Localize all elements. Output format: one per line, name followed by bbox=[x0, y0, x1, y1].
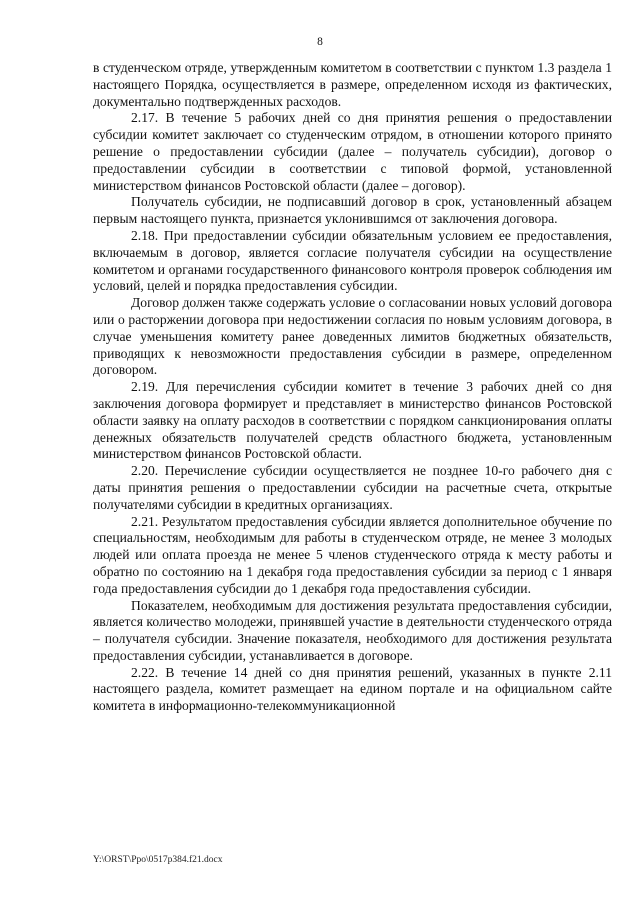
page-number: 8 bbox=[317, 36, 323, 48]
paragraph-2-19: 2.19. Для перечисления субсидии комитет в течение 3 рабочих дней со дня заключения договора формирует и представляет в министерство финансов Ростовской области заявку на оплату расходов в соответствии с порядком санкционирования оплаты денежных обязательств получателей средств областного бюджета, установленным министерством финансов Ростовской области. bbox=[93, 379, 612, 462]
paragraph-2-21: 2.21. Результатом предоставления субсидии является дополнительное обучение по специальностям, необходимым для работы в студенческом отряде, не менее 3 молодых людей или оплата проезда не менее 5 членов студенческого отряда к месту работы и обратно по состоянию на 1 декабря года предоставления субсидии за период с 1 января года предоставления субсидии до 1 декабря года предоставления субсидии. bbox=[93, 513, 612, 596]
paragraph-2-22: 2.22. В течение 14 дней со дня принятия решений, указанных в пункте 2.11 настоящего раздела, комитет размещает на едином портале и на официальном сайте комитета в информационно-телекоммуникационной bbox=[93, 664, 612, 714]
paragraph-2-21-indicator: Показателем, необходимым для достижения результата предоставления субсидии, является количество молодежи, принявшей участие в деятельности студенческого отряда – получателя субсидии. Значение показателя, необходимого для достижения результата предоставления субсидии, устанавливается в договоре. bbox=[93, 597, 612, 663]
paragraph-continuation: в студенческом отряде, утвержденным комитетом в соответствии с пунктом 1.3 раздела 1 настоящего Порядка, осуществляется в размере, определенном исходя из фактических, документально подтвержденных расходов. bbox=[93, 60, 612, 109]
document-body bbox=[93, 60, 612, 715]
paragraph-2-17: 2.17. В течение 5 рабочих дней со дня принятия решения о предоставлении субсидии комитет заключает со студенческим отрядом, в отношении которого принято решение о предоставлении субсидии (далее – получатель субсидии), договор о предоставлении субсидии в соответствии с типовой формой, установленной министерством финансов Ростовской области (далее – договор). bbox=[93, 110, 612, 193]
paragraph-2-20: 2.20. Перечисление субсидии осуществляется не позднее 10-го рабочего дня с даты принятия решения о предоставлении субсидии на расчетные счета, открытые получателями субсидии в кредитных организациях. bbox=[93, 463, 612, 512]
paragraph-2-17-note: Получатель субсидии, не подписавший договор в срок, установленный абзацем первым настоящего пункта, признается уклонившимся от заключения договора. bbox=[93, 194, 612, 227]
paragraph-2-18-note: Договор должен также содержать условие о согласовании новых условий договора или о расторжении договора при недостижении согласия по новым условиям договора, в случае уменьшения комитету ранее доведенных лимитов бюджетных обязательств, приводящих к невозможности предоставления субсидии в размере, определенном договором. bbox=[93, 295, 612, 378]
paragraph-2-18: 2.18. При предоставлении субсидии обязательным условием ее предоставления, включаемым в договор, является согласие получателя субсидии на осуществление комитетом и органами государственного финансового контроля проверок соблюдения им условий, целей и порядка предоставления субсидии. bbox=[93, 227, 612, 294]
footer-file-path: Y:\ORST\Ppo\0517p384.f21.docx bbox=[93, 855, 223, 865]
